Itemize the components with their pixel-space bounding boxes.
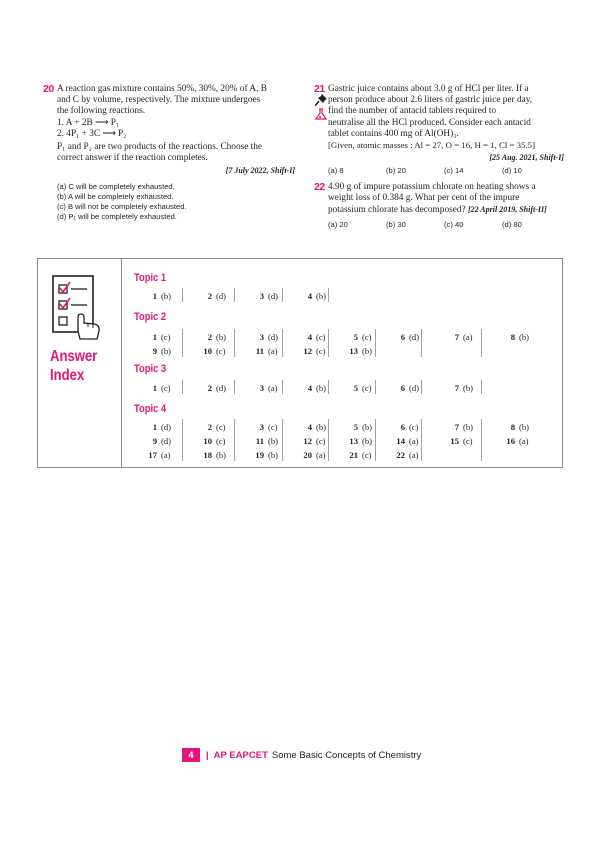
question-source: [7 July 2022, Shift-I] — [225, 166, 295, 176]
answer-option: (d) — [268, 332, 279, 342]
answer-question-number: 6 — [400, 383, 405, 393]
answer-item — [493, 435, 529, 447]
answer-question-number: 13 — [349, 436, 358, 446]
answer-item — [290, 382, 326, 394]
answer-question-number: 4 — [307, 383, 312, 393]
answer-option: (b) — [463, 383, 474, 393]
question-text-line: and C by volume, respectively. The mixture undergoes — [57, 95, 261, 106]
answer-item — [437, 421, 473, 433]
answer-question-number: 9 — [152, 346, 157, 356]
question-text-line: tablet contains 400 mg of Al(OH)₃. — [328, 128, 459, 139]
answer-option: (d) — [216, 383, 227, 393]
question-text-line — [328, 204, 564, 216]
answer-item — [242, 435, 278, 447]
answer-separator — [234, 419, 235, 461]
footer-separator: | — [206, 749, 209, 761]
answer-separator — [234, 380, 235, 394]
option-c: (c) 40 — [444, 219, 464, 229]
question-text-line: person produce about 2.6 liters of gastric juice per day, — [328, 95, 533, 106]
answer-option: (a) — [268, 383, 278, 393]
question-text-line: find the number of antacid tablets required to — [328, 106, 497, 117]
answer-item — [336, 382, 372, 394]
answer-item — [135, 331, 171, 343]
page-footer — [182, 748, 421, 762]
answer-question-number: 12 — [303, 346, 312, 356]
page-number: 4 — [182, 748, 200, 762]
answer-item — [290, 290, 326, 302]
answer-question-number: 4 — [307, 291, 312, 301]
answer-question-number: 1 — [152, 291, 157, 301]
question-number: 22 — [314, 181, 325, 193]
answer-option: (c) — [161, 383, 171, 393]
answer-question-number: 3 — [259, 291, 264, 301]
footer-brand: AP EAPCET — [213, 749, 268, 761]
option-c: (c) B will not be completely exhausted. — [57, 201, 187, 211]
option-a: (a) 8 — [328, 166, 344, 176]
answer-option: (d) — [409, 332, 420, 342]
answer-option: (a) — [316, 450, 326, 460]
answer-question-number: 2 — [207, 422, 212, 432]
answer-question-number: 1 — [152, 422, 157, 432]
question-text-line: neutralise all the HCl produced. Consider each antacid — [328, 117, 531, 128]
reaction-line: 2. 4P₁ + 3C ⟶ P₂ — [57, 128, 127, 139]
answer-separator — [182, 419, 183, 461]
answer-option: (b) — [268, 450, 279, 460]
answer-question-number: 5 — [353, 332, 358, 342]
answer-separator — [375, 380, 376, 394]
answer-option: (b) — [316, 291, 327, 301]
option-d: (d) 80 — [502, 219, 522, 229]
answer-question-number: 16 — [506, 436, 515, 446]
answer-option: (b) — [362, 422, 373, 432]
answer-question-number: 6 — [400, 422, 405, 432]
question-text-line: the following reactions. — [57, 106, 146, 117]
question-text-line: A reaction gas mixture contains 50%, 30%, 20% of A, B — [57, 84, 267, 94]
answer-question-number: 19 — [255, 450, 264, 460]
answer-option: (b) — [161, 346, 172, 356]
answer-item — [290, 435, 326, 447]
option-d: (d) P₁ will be completely exhausted. — [57, 211, 177, 221]
question-20 — [43, 84, 295, 222]
answer-separator — [282, 380, 283, 394]
answer-question-number: 9 — [152, 436, 157, 446]
answer-item — [290, 421, 326, 433]
answer-index-panel — [38, 259, 122, 467]
answer-question-number: 1 — [152, 332, 157, 342]
question-text-line: weight loss of 0.384 g. What per cent of the impure — [328, 193, 520, 204]
answer-question-number: 1 — [152, 383, 157, 393]
option-a: (a) 20 — [328, 219, 348, 229]
answer-question-number: 17 — [148, 450, 157, 460]
answer-item — [493, 331, 529, 343]
answer-option: (b) — [161, 291, 172, 301]
option-b: (b) 30 — [386, 219, 406, 229]
answer-question-number: 21 — [349, 450, 358, 460]
answer-option: (c) — [409, 422, 419, 432]
question-number: 20 — [43, 83, 54, 95]
answer-item — [383, 382, 419, 394]
answer-item — [135, 345, 171, 357]
answer-option: (b) — [216, 450, 227, 460]
answer-item — [437, 435, 473, 447]
option-c: (c) 14 — [444, 166, 464, 176]
answer-separator — [282, 329, 283, 357]
answer-separator — [182, 288, 183, 302]
answer-separator — [282, 419, 283, 461]
answer-option: (c) — [362, 383, 372, 393]
answer-item — [190, 449, 226, 461]
answer-question-number: 4 — [307, 422, 312, 432]
answer-option: (c) — [216, 346, 226, 356]
answer-item — [493, 421, 529, 433]
answer-item — [383, 421, 419, 433]
answer-item — [383, 435, 419, 447]
answer-question-number: 3 — [259, 383, 264, 393]
answer-item — [135, 435, 171, 447]
answer-item — [135, 382, 171, 394]
answer-option: (c) — [216, 422, 226, 432]
answer-option: (b) — [316, 383, 327, 393]
answer-item — [242, 382, 278, 394]
answer-item — [290, 449, 326, 461]
answer-index-title: Answer Index — [50, 348, 98, 384]
question-number: 21 — [314, 83, 325, 95]
question-text: potassium chlorate has decomposed? — [328, 205, 466, 216]
answer-option: (d) — [161, 436, 172, 446]
reaction-line: 1. A + 2B ⟶ P₁ — [57, 117, 120, 128]
answer-question-number: 18 — [203, 450, 212, 460]
answer-option: (c) — [362, 450, 372, 460]
answer-item — [190, 345, 226, 357]
answer-question-number: 6 — [400, 332, 405, 342]
answer-option: (c) — [316, 436, 326, 446]
answer-item — [242, 421, 278, 433]
answer-question-number: 2 — [207, 332, 212, 342]
answer-option: (a) — [161, 450, 171, 460]
answer-option: (a) — [409, 450, 419, 460]
answer-option: (c) — [268, 422, 278, 432]
answer-separator — [481, 419, 482, 461]
answer-option: (d) — [216, 291, 227, 301]
answer-item — [336, 345, 372, 357]
answer-separator — [328, 419, 329, 461]
answer-question-number: 8 — [510, 332, 515, 342]
answer-option: (c) — [362, 332, 372, 342]
answer-item — [190, 331, 226, 343]
answer-question-number: 10 — [203, 436, 212, 446]
answer-separator — [182, 380, 183, 394]
answer-separator — [282, 288, 283, 302]
answer-option: (d) — [268, 291, 279, 301]
answer-separator — [328, 288, 329, 302]
question-source: [22 April 2019, Shift-II] — [467, 205, 547, 215]
question-text-line: Gastric juice contains about 3.0 g of HCl per liter. If a — [328, 84, 529, 94]
answer-item — [383, 449, 419, 461]
answer-separator — [234, 288, 235, 302]
answer-question-number: 22 — [396, 450, 405, 460]
answer-question-number: 13 — [349, 346, 358, 356]
topic-4-label: Topic 4 — [134, 403, 167, 415]
answer-option: (c) — [216, 436, 226, 446]
answer-option: (a) — [519, 436, 529, 446]
answer-item — [190, 435, 226, 447]
answer-item — [135, 421, 171, 433]
option-b: (b) 20 — [386, 166, 406, 176]
answer-item — [437, 331, 473, 343]
answer-option: (b) — [268, 436, 279, 446]
answer-question-number: 4 — [307, 332, 312, 342]
footer-subject: Some Basic Concepts of Chemistry — [271, 749, 422, 761]
answer-option: (c) — [463, 436, 473, 446]
answer-question-number: 8 — [510, 422, 515, 432]
answer-option: (d) — [161, 422, 172, 432]
answer-separator — [234, 329, 235, 357]
answer-option: (a) — [463, 332, 473, 342]
answer-item — [383, 331, 419, 343]
answer-item — [336, 421, 372, 433]
checklist-icon — [50, 273, 110, 341]
answer-item — [242, 449, 278, 461]
answer-item — [242, 290, 278, 302]
answer-item — [437, 382, 473, 394]
option-b: (b) A will be completely exhausted. — [57, 191, 174, 201]
topic-2-label: Topic 2 — [134, 311, 167, 323]
answer-separator — [421, 380, 422, 394]
answer-question-number: 5 — [353, 422, 358, 432]
answer-item — [135, 449, 171, 461]
answer-question-number: 2 — [207, 291, 212, 301]
answer-question-number: 10 — [203, 346, 212, 356]
answer-option: (b) — [463, 422, 474, 432]
answer-option: (c) — [316, 346, 326, 356]
answer-item — [190, 382, 226, 394]
question-22 — [314, 182, 564, 230]
answer-question-number: 14 — [396, 436, 405, 446]
answer-item — [242, 345, 278, 357]
answer-item — [242, 331, 278, 343]
answer-option: (b) — [519, 332, 530, 342]
answer-question-number: 5 — [353, 383, 358, 393]
answer-separator — [375, 329, 376, 357]
answer-question-number: 11 — [255, 436, 264, 446]
topic-3-label: Topic 3 — [134, 363, 167, 375]
answer-item — [290, 345, 326, 357]
answer-option: (b) — [362, 436, 373, 446]
answer-question-number: 3 — [259, 332, 264, 342]
answer-option: (a) — [268, 346, 278, 356]
answer-option: (d) — [409, 383, 420, 393]
answer-question-number: 3 — [259, 422, 264, 432]
answer-option: (a) — [409, 436, 419, 446]
answer-option: (c) — [161, 332, 171, 342]
answer-item — [336, 449, 372, 461]
answer-item — [290, 331, 326, 343]
answer-option: (b) — [216, 332, 227, 342]
answer-separator — [481, 329, 482, 357]
answer-separator — [328, 329, 329, 357]
answer-separator — [182, 329, 183, 357]
answer-option: (b) — [519, 422, 530, 432]
answer-question-number: 20 — [303, 450, 312, 460]
answer-item — [190, 290, 226, 302]
option-d: (d) 10 — [502, 166, 522, 176]
answer-option: (b) — [316, 422, 327, 432]
answer-question-number: 2 — [207, 383, 212, 393]
question-text-line: P₁ and P₂ are two products of the reactions. Choose the — [57, 142, 263, 153]
answer-question-number: 7 — [454, 383, 459, 393]
topic-1-label: Topic 1 — [134, 272, 167, 284]
answer-separator — [375, 419, 376, 461]
answer-question-number: 12 — [303, 436, 312, 446]
question-source: [25 Aug. 2021, Shift-I] — [489, 153, 564, 163]
answer-item — [336, 435, 372, 447]
answer-option: (b) — [362, 346, 373, 356]
answer-question-number: 7 — [454, 422, 459, 432]
answer-separator — [421, 419, 422, 461]
answer-item — [336, 331, 372, 343]
answer-question-number: 7 — [454, 332, 459, 342]
option-a: (a) C will be completely exhausted. — [57, 181, 175, 191]
answer-question-number: 11 — [255, 346, 264, 356]
answer-question-number: 15 — [450, 436, 459, 446]
answer-item — [135, 290, 171, 302]
question-text-line: correct answer if the reaction completes. — [57, 153, 208, 164]
question-text-line: 4.90 g of impure potassium chlorate on heating shows a — [328, 182, 536, 192]
answer-separator — [481, 380, 482, 394]
question-21 — [314, 84, 564, 177]
answer-separator — [328, 380, 329, 394]
answer-item — [190, 421, 226, 433]
answer-separator — [421, 329, 422, 357]
question-text-line: [Given, atomic masses : Al = 27, O = 16, H = 1, Cl = 35.5] — [328, 140, 536, 151]
answer-index-box — [37, 258, 563, 468]
answer-option: (c) — [316, 332, 326, 342]
